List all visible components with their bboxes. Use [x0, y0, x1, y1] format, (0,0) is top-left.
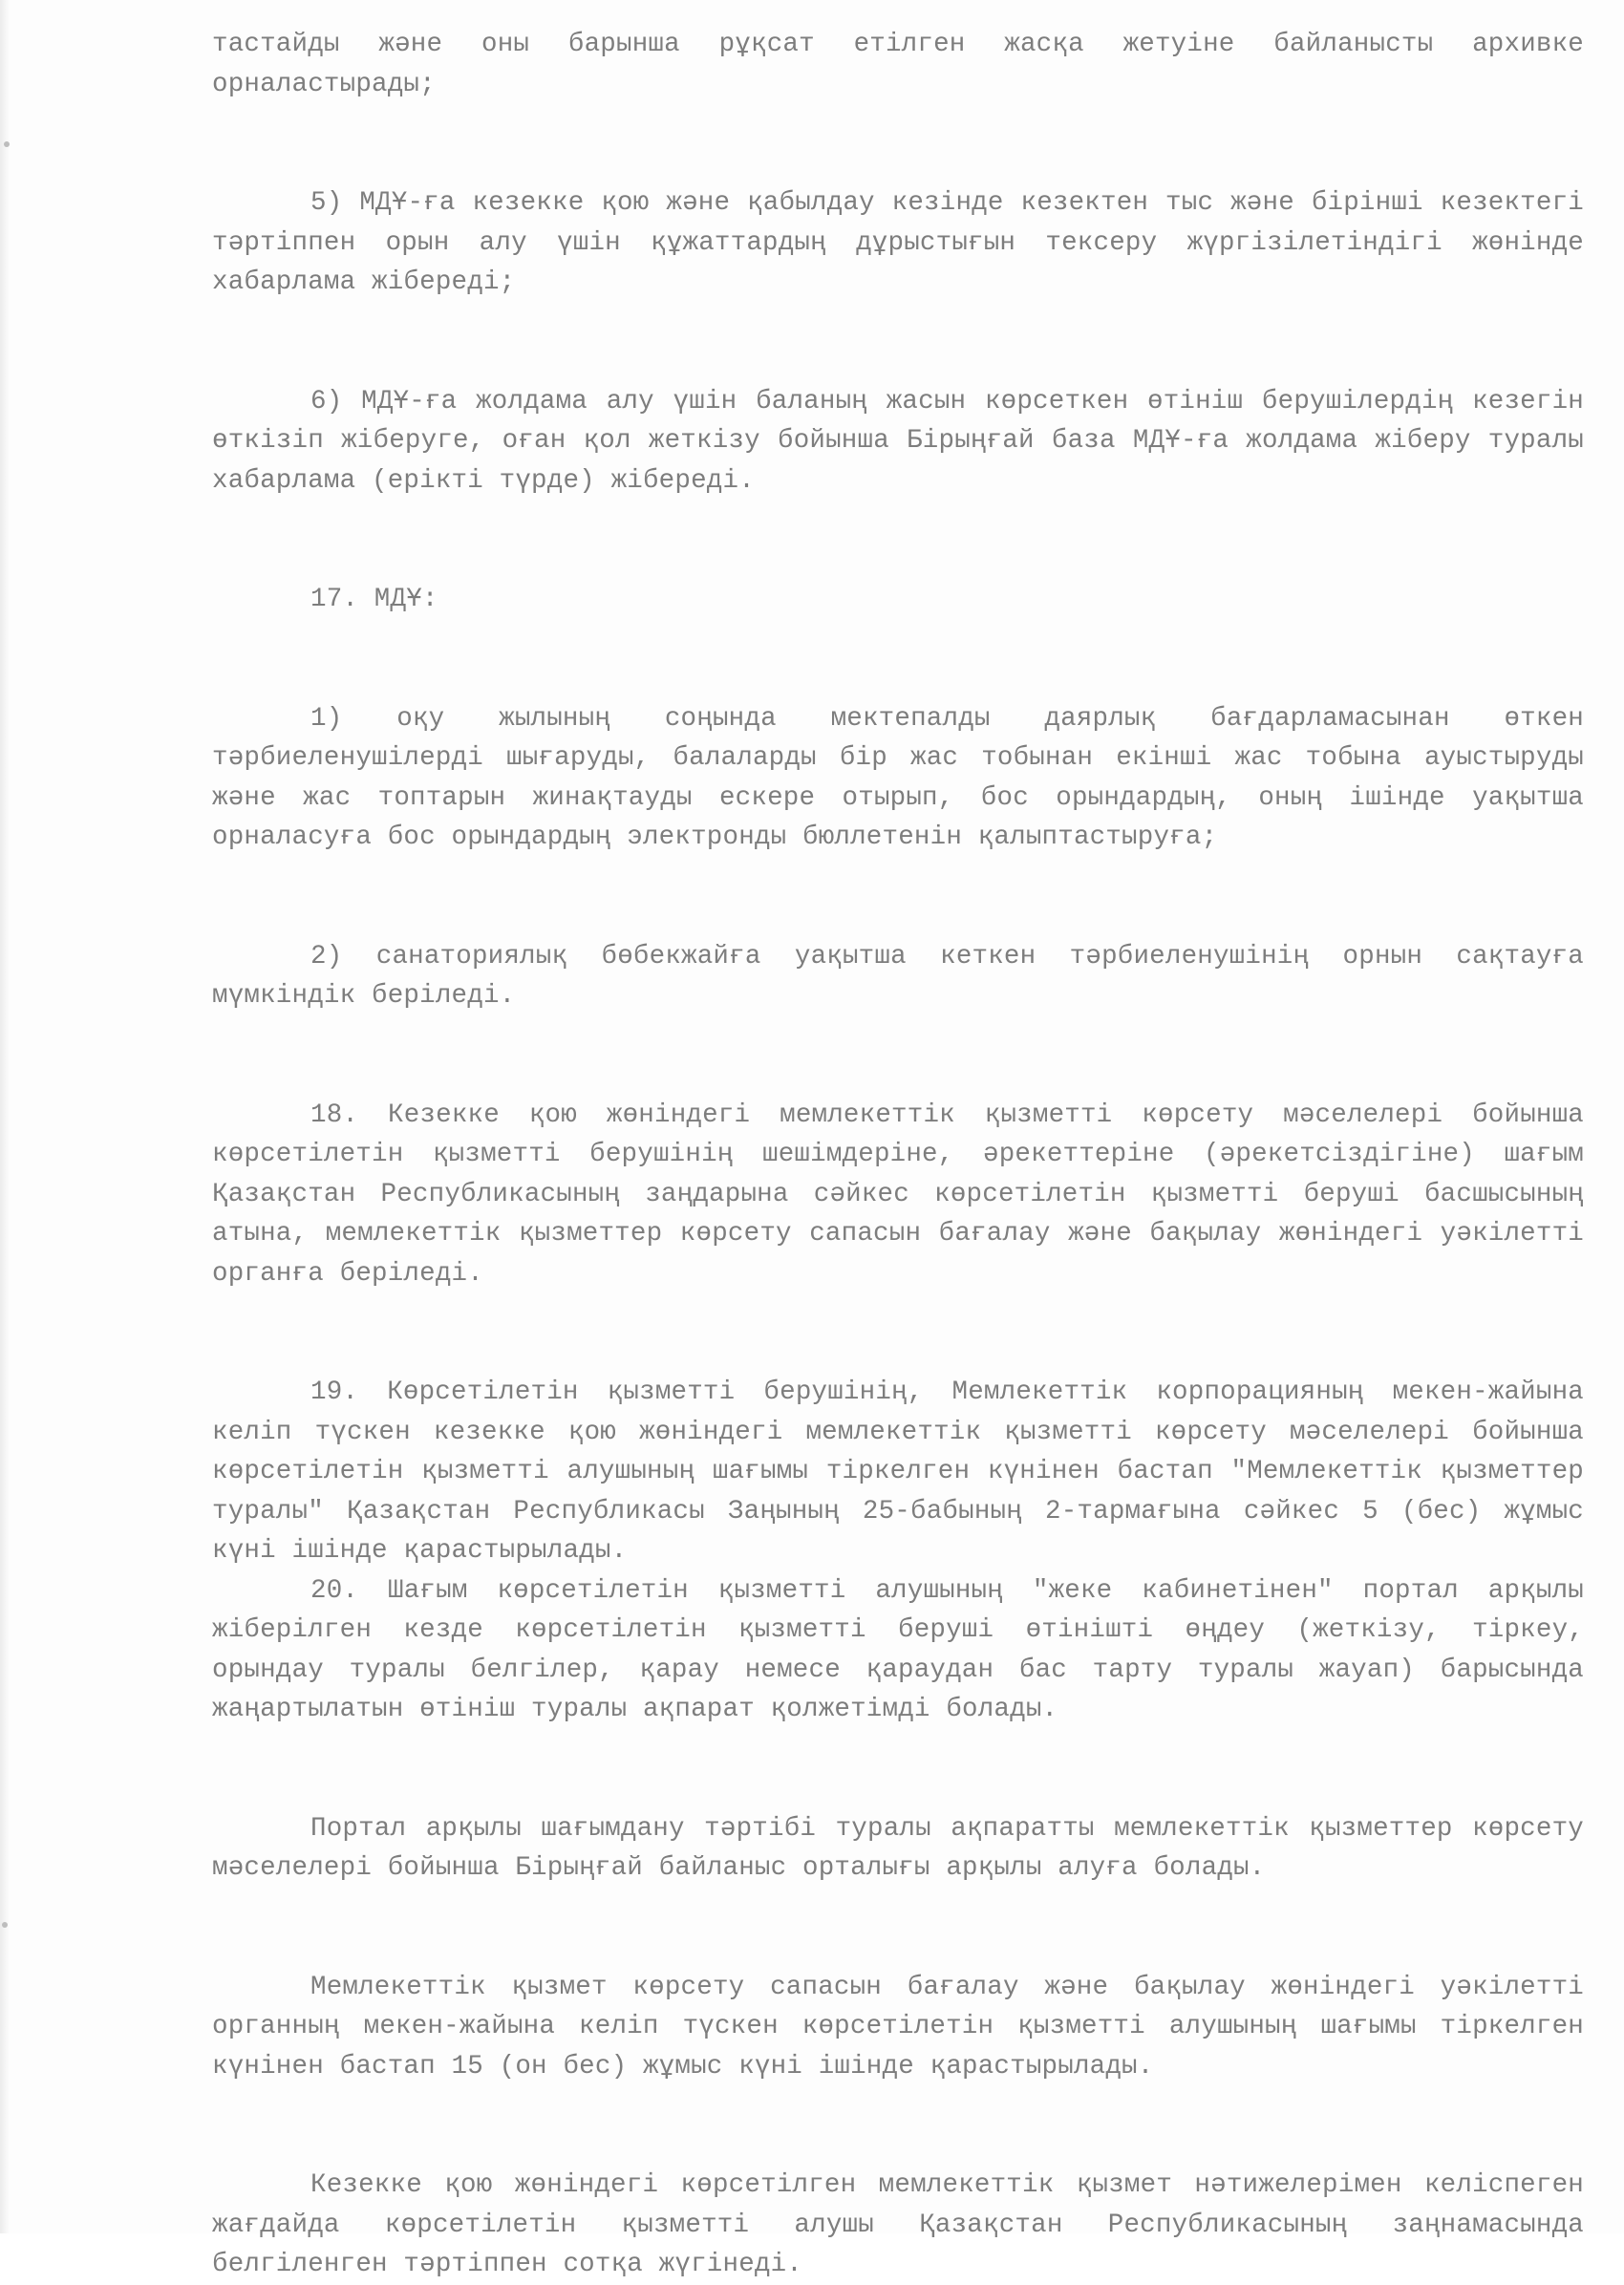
- paragraph-continuation: тастайды және оны барынша рұқсат етілген жасқа жетуіне байланысты архивке орналастырады;: [212, 30, 1584, 99]
- paragraph-item-6: 6) МДҰ-ға жолдама алу үшін баланың жасын көрсеткен өтініш берушілердің кезегін өткізіп жіберуге, оған қол жеткізу бойынша Бірыңғай база МДҰ-ға жолдама жіберу туралы хабарлама (ерікті түрде) жібереді.: [212, 386, 1584, 496]
- scan-speck: [4, 141, 10, 147]
- paragraph-portal-info: Портал арқылы шағымдану тәртібі туралы ақпаратты мемлекеттік қызметтер көрсету мәселелері бойынша Бірыңғай байланыс орталығы арқылы алуға болады.: [212, 1813, 1584, 1883]
- scan-speck: [2, 1922, 8, 1928]
- paragraph-18: 18. Кезекке қою жөніндегі мемлекеттік қызметті көрсету мәселелері бойынша көрсетілетін қызметті берушінің шешімдеріне, әрекеттеріне (әрекетсіздігіне) шағым Қазақстан Республикасының заңдарына сәйкес көрсетілетін қызметті беруші басшысының атына, мемлекеттік қызметтер көрсету сапасын бағалау және бақылау жөніндегі уәкілетті органға беріледі.: [212, 1100, 1584, 1289]
- scan-margin-shadow: [0, 0, 10, 2233]
- paragraph-20: 20. Шағым көрсетілетін қызметті алушының "жеке кабинетінен" портал арқылы жіберілген кезде көрсетілетін қызметті беруші өтінішті өңдеу (жеткізу, тіркеу, орындау туралы белгілер, қарау немесе қараудан бас тарту туралы жауап) барысында жаңартылатын өтініш туралы ақпарат қолжетімді болады.: [212, 1575, 1584, 1724]
- paragraph-item-5: 5) МДҰ-ға кезекке қою және қабылдау кезінде кезектен тыс және бірінші кезектегі тәртіппен орын алу үшін құжаттардың дұрыстығын тексеру жүргізілетіндігі жөнінде хабарлама жібереді;: [212, 188, 1584, 297]
- document-body: [212, 25, 1584, 2285]
- paragraph-17-item-1: 1) оқу жылының соңында мектепалды даярлық бағдарламасынан өткен тәрбиеленушілерді шығаруды, балаларды бір жас тобынан екінші жас тобына ауыстыруды және жас топтарын жинақтауды ескере отырып, бос орындардың, оның ішінде уақытша орналасуға бос орындардың электронды бюллетенін қалыптастыруға;: [212, 703, 1584, 852]
- paragraph-authority-review: Мемлекеттік қызмет көрсету сапасын бағалау және бақылау жөніндегі уәкілетті органның мекен-жайына келіп түскен көрсетілетін қызметті алушының шағымы тіркелген күнінен бастап 15 (он бес) жұмыс күні ішінде қарастырылады.: [212, 1972, 1584, 2082]
- section-heading-17: 17. МДҰ:: [310, 585, 438, 614]
- paragraph-17-item-2: 2) санаториялық бөбекжайға уақытша кеткен тәрбиеленушінің орнын сақтауға мүмкіндік беріледі.: [212, 941, 1584, 1011]
- paragraph-court-appeal: Кезекке қою жөніндегі көрсетілген мемлекеттік қызмет нәтижелерімен келіспеген жағдайда көрсетілетін қызметті алушы Қазақстан Республикасының заңнамасында белгіленген тәртіппен сотқа жүгінеді.: [212, 2170, 1584, 2279]
- paragraph-19: 19. Көрсетілетін қызметті берушінің, Мемлекеттік корпорацияның мекен-жайына келіп түскен кезекке қою жөніндегі мемлекеттік қызметті көрсету мәселелері бойынша көрсетілетін қызметті алушының шағымы тіркелген күнінен бастап "Мемлекеттік қызметтер туралы" Қазақстан Республикасы Заңының 25-бабының 2-тармағына сәйкес 5 (бес) жұмыс күні ішінде қарастырылады.: [212, 1377, 1584, 1566]
